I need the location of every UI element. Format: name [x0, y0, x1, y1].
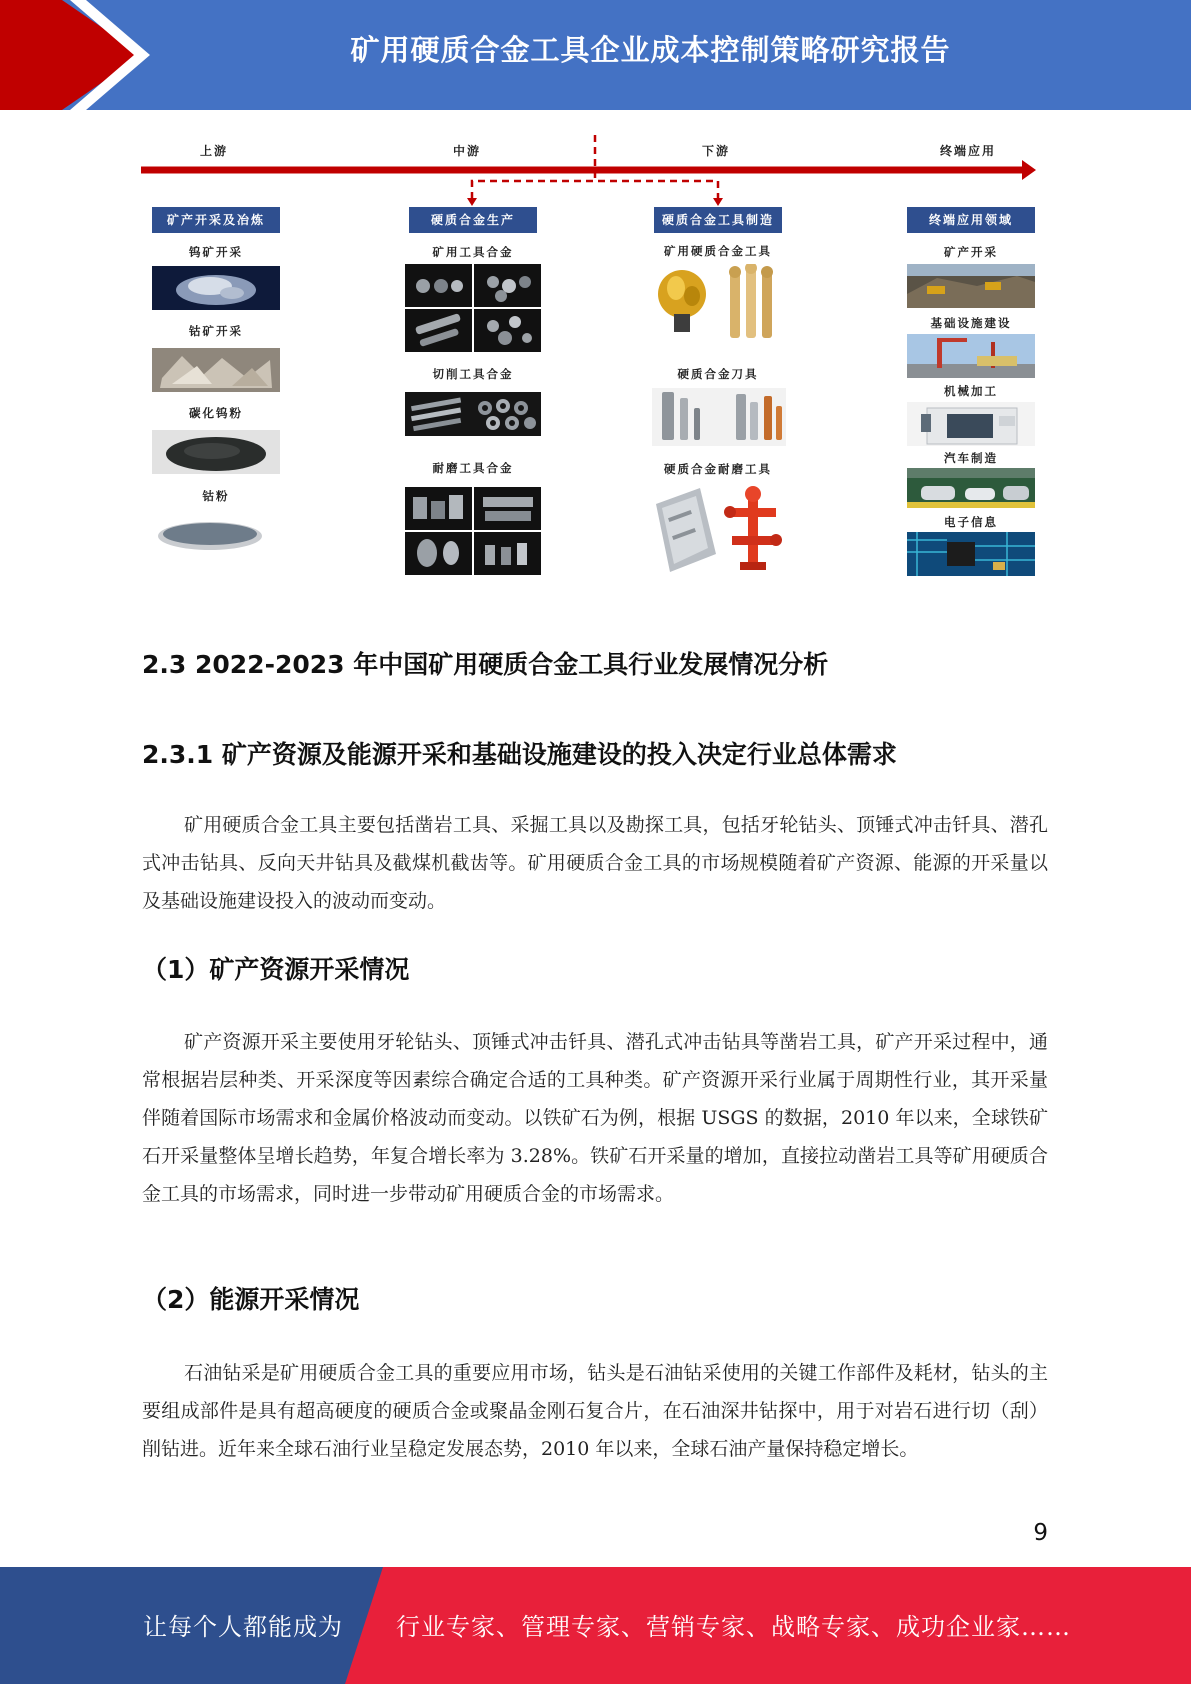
electronics-board-image [907, 532, 1035, 576]
stage-terminal: 终端应用 [940, 144, 997, 158]
caption-tungsten-mining: 钨矿开采 [189, 245, 243, 259]
caption-carbide-cutting-tools: 硬质合金刀具 [677, 367, 759, 381]
footer-slogan-right: 行业专家、管理专家、营销专家、战略专家、成功企业家…… [396, 1613, 1071, 1641]
column-heading-applications: 终端应用领域 [907, 207, 1035, 233]
stage-midstream: 中游 [453, 144, 482, 158]
industry-chain-diagram [0, 0, 1191, 600]
caption-carbide-wear-tools: 硬质合金耐磨工具 [664, 462, 772, 476]
tungsten-ore-image [152, 266, 280, 310]
section-heading-2-3-1: 2.3.1 矿产资源及能源开采和基础设施建设的投入决定行业总体需求 [142, 740, 897, 769]
caption-mining-carbide-tools: 矿用硬质合金工具 [664, 244, 772, 258]
mining-site-image [907, 264, 1035, 308]
tungsten-carbide-powder-image [152, 430, 280, 474]
machining-equipment-image [907, 402, 1035, 446]
carbide-wear-tools-image [652, 484, 786, 574]
mining-carbide-tools-image [652, 264, 786, 350]
footer-slogan-left: 让每个人都能成为 [143, 1613, 343, 1641]
stage-upstream: 上游 [200, 144, 229, 158]
caption-electronics-application: 电子信息 [944, 515, 998, 529]
mining-tool-alloy-image [405, 264, 541, 352]
page-footer [0, 1567, 1191, 1684]
wear-tool-alloy-image [405, 487, 541, 575]
caption-mining-application: 矿产开采 [944, 245, 998, 259]
caption-mining-tool-alloy: 矿用工具合金 [432, 245, 514, 259]
caption-cobalt-powder: 钴粉 [202, 489, 230, 503]
energy-mining-paragraph: 石油钻采是矿用硬质合金工具的重要应用市场，钻头是石油钻采使用的关键工作部件及耗材，钻头的主要组成部件是具有超高硬度的硬质合金或聚晶金刚石复合片，在石油深井钻探中，用于对岩石进行切（刮）削钻进。近年来全球石油行业呈稳定发展态势，2010 年以来，全球石油产量保持稳定增长。 [142, 1362, 1048, 1460]
caption-cobalt-mining: 钴矿开采 [189, 324, 243, 338]
caption-automotive-application: 汽车制造 [944, 451, 998, 465]
subsection-mineral-mining-title: （1）矿产资源开采情况 [142, 955, 410, 984]
stage-downstream: 下游 [702, 144, 731, 158]
report-title: 矿用硬质合金工具企业成本控制策略研究报告 [350, 33, 951, 67]
section-heading-2-3: 2.3 2022-2023 年中国矿用硬质合金工具行业发展情况分析 [142, 650, 829, 679]
page-number: 9 [1033, 1520, 1048, 1546]
caption-infrastructure-application: 基础设施建设 [930, 316, 1012, 330]
column-heading-alloy: 硬质合金生产 [409, 207, 537, 233]
caption-cutting-tool-alloy: 切削工具合金 [432, 367, 514, 381]
subsection-energy-mining-title: （2）能源开采情况 [142, 1285, 360, 1314]
intro-paragraph: 矿用硬质合金工具主要包括凿岩工具、采掘工具以及勘探工具，包括牙轮钻头、顶锤式冲击钎具、潜孔式冲击钻具、反向天井钻具及截煤机截齿等。矿用硬质合金工具的市场规模随着矿产资源、能源的开采量以及基础设施建设投入的波动而变动。 [142, 814, 1048, 912]
caption-machining-application: 机械加工 [944, 384, 998, 398]
caption-wear-tool-alloy: 耐磨工具合金 [432, 461, 514, 475]
infrastructure-site-image [907, 334, 1035, 378]
caption-tungsten-carbide-powder: 碳化钨粉 [189, 406, 243, 420]
column-heading-tools: 硬质合金工具制造 [654, 207, 782, 233]
cobalt-ore-image [152, 348, 280, 392]
chain-arrow-graphic [0, 0, 1191, 240]
automotive-line-image [907, 468, 1035, 508]
column-heading-mining: 矿产开采及冶炼 [152, 207, 280, 233]
cutting-tool-alloy-image [405, 392, 541, 436]
cobalt-powder-image [152, 512, 280, 556]
carbide-cutting-tools-image [652, 388, 786, 446]
mineral-mining-paragraph: 矿产资源开采主要使用牙轮钻头、顶锤式冲击钎具、潜孔式冲击钻具等凿岩工具，矿产开采过程中，通常根据岩层种类、开采深度等因素综合确定合适的工具种类。矿产资源开采行业属于周期性行业，其开采量伴随着国际市场需求和金属价格波动而变动。以铁矿石为例，根据 USGS 的数据，2010 年以来，全球铁矿石开采量整体呈增长趋势，年复合增长率为 3.28%。铁矿石开采量的增加，直接拉动凿岩工具等矿用硬质合金工具的市场需求，同时进一步带动矿用硬质合金的市场需求。 [142, 1031, 1048, 1205]
